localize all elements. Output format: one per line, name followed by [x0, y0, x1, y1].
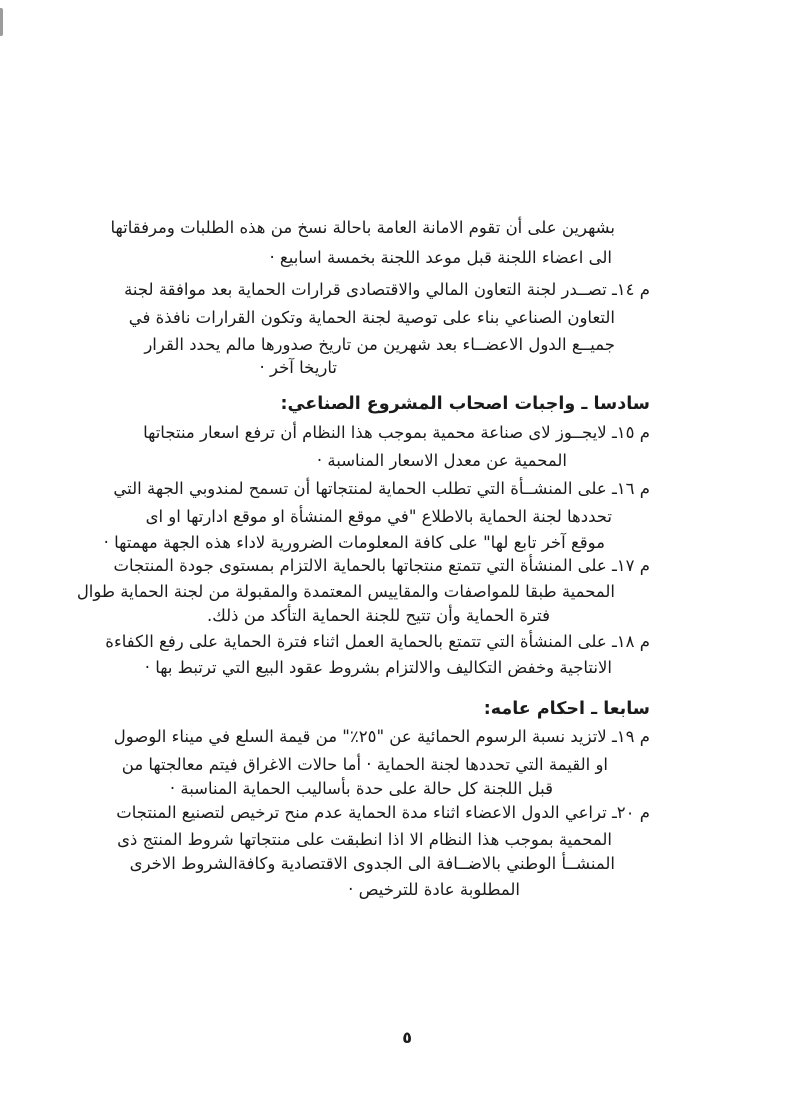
item-14-line-2: التعاون الصناعي بناء على توصية لجنة الحماية وتكون القرارات نافذة في	[128, 308, 615, 327]
item-16-line-2: تحددها لجنة الحماية بالاطلاع "في موقع المنشأة او موقع ادارتها او اى	[145, 507, 612, 526]
item-19-line-3: قبل اللجنة كل حالة على حدة بأساليب الحماية المناسبة ·	[169, 779, 553, 798]
item-14-line-4: تاريخا آخر ·	[259, 358, 337, 377]
item-15-line-2: المحمية عن معدل الاسعار المناسبة ·	[316, 451, 567, 470]
item-14-line-3: جميــع الدول الاعضــاء بعد شهرين من تاريخ صدورها مالم يحدد القرار	[144, 335, 615, 354]
item-20-line-4: المطلوبة عادة للترخيص ·	[348, 880, 520, 899]
item-20-line-1: م ٢٠ـ تراعي الدول الاعضاء اثناء مدة الحماية عدم منح ترخيص لتصنيع المنتجات	[116, 803, 650, 822]
item-20-line-3: المنشــأ الوطني بالاضــافة الى الجدوى الاقتصادية وكافةالشروط الاخرى	[129, 854, 615, 873]
intro-line-2: الى اعضاء اللجنة قبل موعد اللجنة بخمسة اسابيع ·	[269, 248, 612, 267]
item-16-line-1: م ١٦ـ على المنشــأة التي تطلب الحماية لمنتجاتها أن تسمح لمندوبي الجهة التي	[113, 479, 650, 498]
item-16-line-3: موقع آخر تابع لها" على كافة المعلومات الضرورية لاداء هذه الجهة مهمتها ·	[103, 533, 605, 552]
item-19-line-1: م ١٩ـ لاتزيد نسبة الرسوم الحمائية عن "٢٥٪" من قيمة السلع في ميناء الوصول	[113, 727, 650, 746]
section-seven-heading: سابعا ـ احكام عامه:	[483, 699, 650, 719]
item-15-line-1: م ١٥ـ لايجــوز لاى صناعة محمية بموجب هذا النظام أن ترفع اسعار منتجاتها	[143, 423, 650, 442]
intro-line-1: بشهرين على أن تقوم الامانة العامة باحالة نسخ من هذه الطلبات ومرفقاتها	[110, 218, 615, 237]
item-17-line-3: فترة الحماية وأن تتيح للجنة الحماية التأكد من ذلك.	[206, 606, 550, 625]
item-17-line-1: م ١٧ـ على المنشأة التي تتمتع منتجاتها بالحماية الالتزام بمستوى جودة المنتجات	[113, 556, 650, 575]
scan-edge-artifact	[0, 8, 3, 36]
item-18-line-2: الانتاجية وخفض التكاليف والالتزام بشروط عقود البيع التي ترتبط بها ·	[144, 658, 612, 677]
page-number: ٥	[402, 1028, 412, 1047]
item-19-line-2: او القيمة التي تحددها لجنة الحماية · أما حالات الاغراق فيتم معالجتها من	[121, 755, 608, 774]
item-18-line-1: م ١٨ـ على المنشأة التي تتمتع بالحماية العمل اثناء فترة الحماية على رفع الكفاءة	[105, 632, 650, 651]
item-14-line-1: م ١٤ـ تصــدر لجنة التعاون المالي والاقتصادى قرارات الحماية بعد موافقة لجنة	[124, 280, 650, 299]
item-20-line-2: المحمية بموجب هذا النظام الا اذا انطبقت على منتجاتها شروط المنتج ذى	[117, 830, 612, 849]
item-17-line-2: المحمية طبقا للمواصفات والمقاييس المعتمدة والمقبولة من لجنة الحماية طوال	[76, 582, 615, 601]
section-six-heading: سادسا ـ واجبات اصحاب المشروع الصناعي:	[280, 394, 650, 414]
